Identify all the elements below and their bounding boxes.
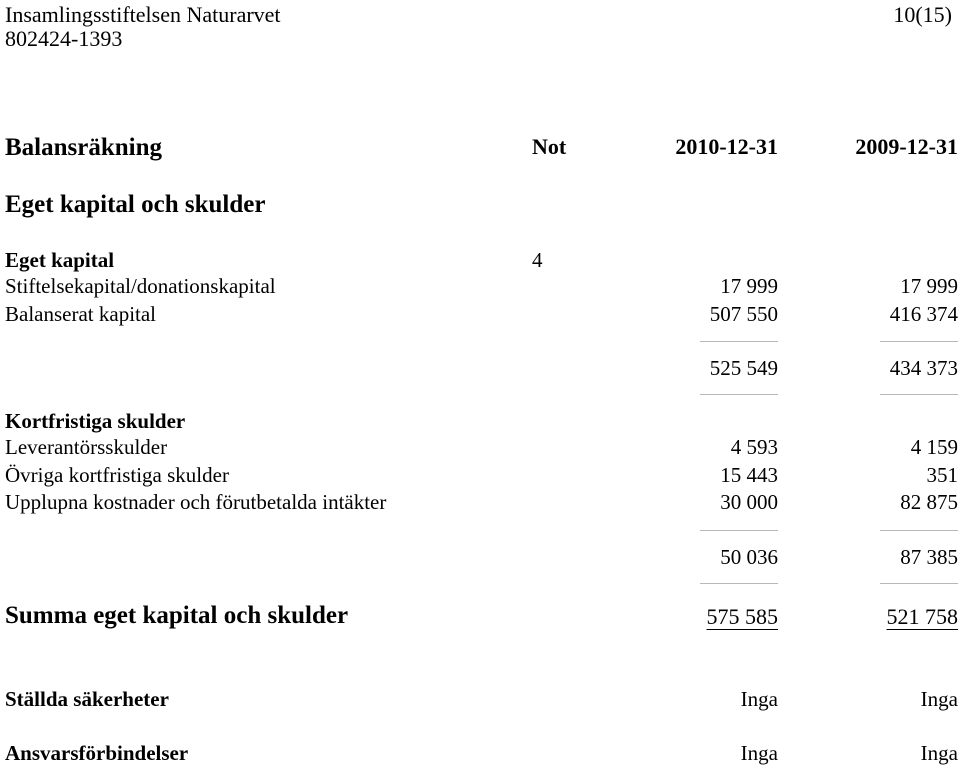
pledged-assets-label: Ställda säkerheter [5, 687, 169, 711]
pledged-assets-2009: Inga [920, 687, 958, 711]
organization-number: 802424-1393 [5, 26, 123, 51]
equity-heading: Eget kapital [5, 248, 115, 272]
liabilities-subtotal-2009: 87 385 [900, 545, 958, 569]
equity-row-value-2010: 507 550 [709, 302, 778, 326]
equity-row-value-2009: 416 374 [889, 302, 958, 326]
equity-row-value-2009: 17 999 [900, 274, 958, 298]
subtotal-rule [700, 394, 778, 395]
equity-subtotal-2010: 525 549 [709, 356, 778, 380]
liabilities-row-value-2009: 351 [926, 463, 958, 487]
subtotal-rule [880, 394, 958, 395]
page-number: 10(15) [893, 2, 952, 27]
liabilities-row-value-2009: 82 875 [900, 490, 958, 514]
liabilities-row-label: Leverantörsskulder [5, 435, 168, 459]
liabilities-subtotal-2010: 50 036 [720, 545, 778, 569]
equity-note-ref: 4 [532, 248, 543, 272]
contingent-liabilities-2010: Inga [740, 741, 778, 765]
liabilities-row-value-2010: 30 000 [720, 490, 778, 514]
equity-row-label: Stiftelsekapital/donationskapital [5, 274, 276, 298]
subtotal-rule [700, 530, 778, 531]
column-header-note: Not [532, 134, 567, 159]
subtotal-rule [700, 583, 778, 584]
subtotal-rule [880, 530, 958, 531]
subtotal-rule [700, 341, 778, 342]
contingent-liabilities-2009: Inga [920, 741, 958, 765]
liabilities-row-value-2009: 4 159 [910, 435, 958, 459]
liabilities-heading: Kortfristiga skulder [5, 409, 186, 433]
equity-row-value-2010: 17 999 [720, 274, 778, 298]
liabilities-row-label: Upplupna kostnader och förutbetalda intäkter [5, 490, 387, 514]
column-header-2009: 2009-12-31 [855, 134, 958, 159]
contingent-liabilities-label: Ansvarsförbindelser [5, 741, 189, 765]
liabilities-row-label: Övriga kortfristiga skulder [5, 463, 229, 487]
report-title: Balansräkning [5, 134, 163, 161]
equity-row-label: Balanserat kapital [5, 302, 157, 326]
organization-name: Insamlingsstiftelsen Naturarvet [5, 2, 281, 27]
total-value-2009: 521 758 [886, 604, 958, 629]
pledged-assets-2010: Inga [740, 687, 778, 711]
liabilities-row-value-2010: 4 593 [730, 435, 778, 459]
liabilities-row-value-2010: 15 443 [720, 463, 778, 487]
column-header-2010: 2010-12-31 [675, 134, 778, 159]
section-title: Eget kapital och skulder [5, 191, 266, 218]
equity-subtotal-2009: 434 373 [889, 356, 958, 380]
subtotal-rule [880, 341, 958, 342]
total-label: Summa eget kapital och skulder [5, 602, 349, 629]
subtotal-rule [880, 583, 958, 584]
total-value-2010: 575 585 [706, 604, 778, 629]
